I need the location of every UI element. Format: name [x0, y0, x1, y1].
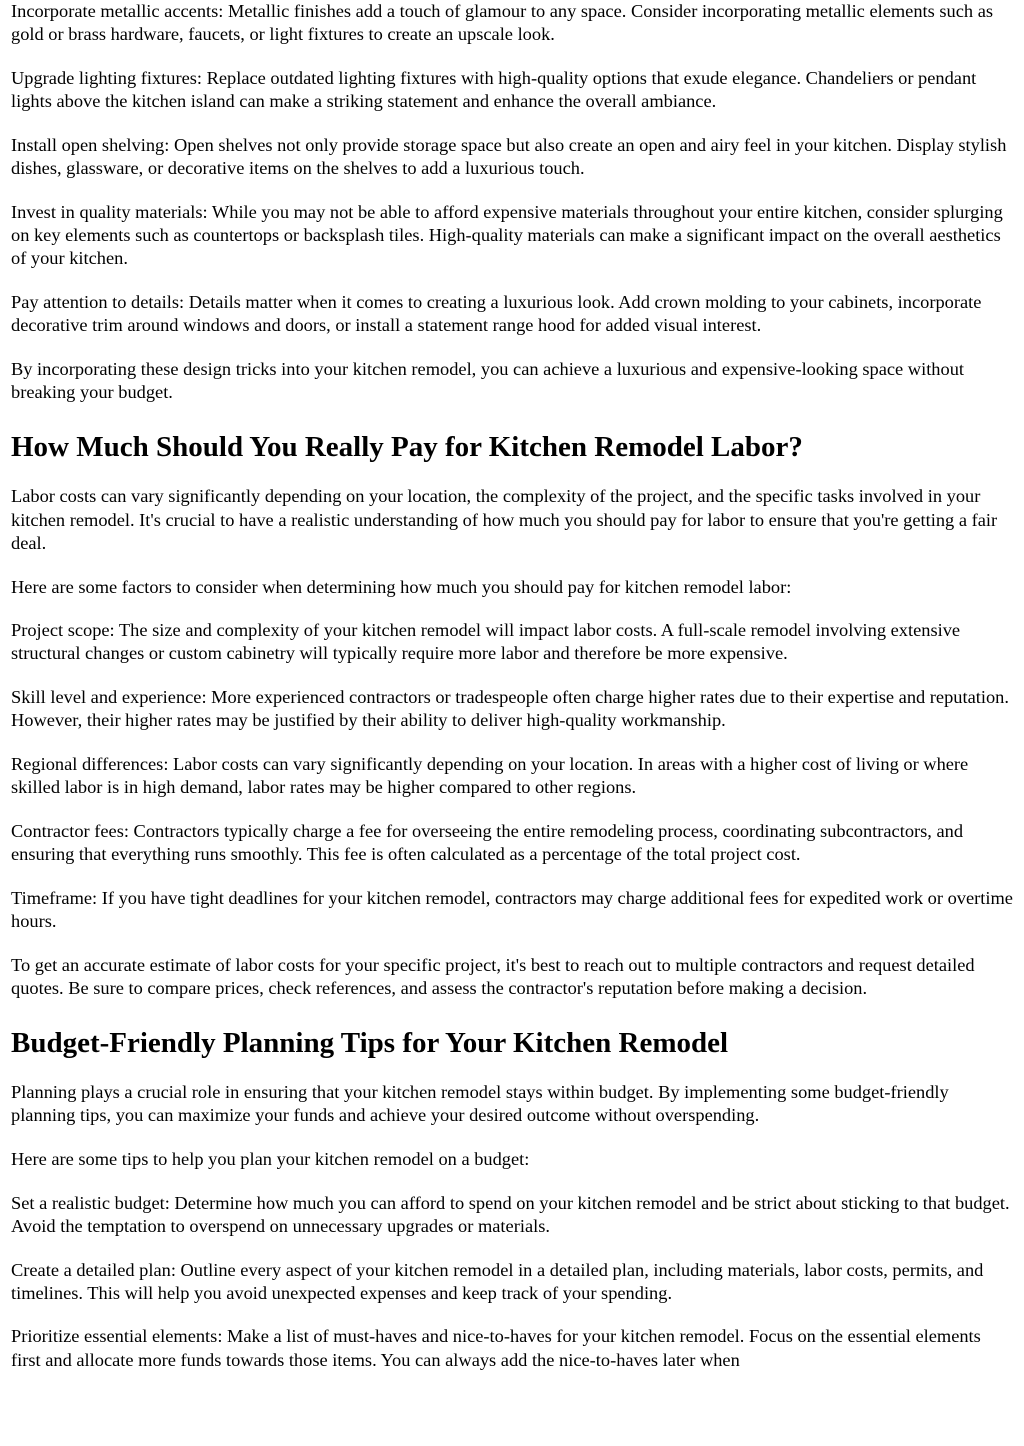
paragraph-lighting-fixtures: Upgrade lighting fixtures: Replace outdated lighting fixtures with high-quality options that exude elegance. Chandeliers or pendant lights above the kitchen island can make a striking statement and enhance the overall ambiance. [11, 67, 977, 112]
paragraph-contractor-fees: Contractor fees: Contractors typically charge a fee for overseeing the entire remodeling process, coordinating subcontractors, and ensuring that everything runs smoothly. This fee is often calculated as a percentage of the total project cost. [11, 820, 964, 865]
paragraph-detailed-plan: Create a detailed plan: Outline every aspect of your kitchen remodel in a detailed plan, including materials, labor costs, permits, and timelines. This will help you avoid unexpected expenses and keep track of your spending. [11, 1259, 984, 1303]
paragraph-prioritize-elements: Prioritize essential elements: Make a list of must-haves and nice-to-haves for your kitchen remodel. Focus on the essential elements first and allocate more funds towards those items. You can always add the nice-to-haves later when [11, 1326, 981, 1370]
paragraph-labor-intro: Labor costs can vary significantly depending on your location, the complexity of the project, and the specific tasks involved in your kitchen remodel. It's crucial to have a realistic understanding of how much you should pay for labor to ensure that you're getting a fair deal. [11, 486, 998, 553]
paragraph-open-shelving: Install open shelving: Open shelves not only provide storage space but also create an open and airy feel in your kitchen. Display stylish dishes, glassware, or decorative items on the shelves to add a luxurious touch. [11, 134, 1007, 179]
paragraph-labor-estimate: To get an accurate estimate of labor costs for your specific project, it's best to reach out to multiple contractors and request detailed quotes. Be sure to compare prices, check references, and assess the contractor's reputation before making a decision. [11, 954, 975, 998]
paragraph-labor-factors-lead: Here are some factors to consider when determining how much you should pay for kitchen remodel labor: [11, 576, 792, 597]
paragraph-quality-materials: Invest in quality materials: While you may not be able to afford expensive materials throughout your entire kitchen, consider splurging on key elements such as countertops or backsplash tiles. High-quality materials can make a significant impact on the overall aesthetics of your kitchen. [11, 201, 1003, 269]
paragraph-design-summary: By incorporating these design tricks into your kitchen remodel, you can achieve a luxurious and expensive-looking space without breaking your budget. [11, 358, 964, 403]
paragraph-skill-level: Skill level and experience: More experienced contractors or tradespeople often charge higher rates due to their expertise and reputation. However, their higher rates may be justified by their ability to deliver high-quality workmanship. [11, 687, 1009, 731]
paragraph-timeframe: Timeframe: If you have tight deadlines for your kitchen remodel, contractors may charge additional fees for expedited work or overtime hours. [11, 887, 1013, 931]
heading-budget-planning: Budget-Friendly Planning Tips for Your Kitchen Remodel [11, 1027, 729, 1060]
paragraph-budget-tips-lead: Here are some tips to help you plan your kitchen remodel on a budget: [11, 1149, 530, 1170]
paragraph-budget-intro: Planning plays a crucial role in ensuring that your kitchen remodel stays within budget. By implementing some budget-friendly planning tips, you can maximize your funds and achieve your desired outcome without overspending. [11, 1082, 949, 1126]
paragraph-realistic-budget: Set a realistic budget: Determine how much you can afford to spend on your kitchen remodel and be strict about sticking to that budget. Avoid the temptation to overspend on unnecessary upgrades or materials. [11, 1192, 1010, 1236]
paragraph-details: Pay attention to details: Details matter when it comes to creating a luxurious look. Add crown molding to your cabinets, incorporate decorative trim around windows and doors, or install a statement range hood for added visual interest. [11, 291, 982, 336]
heading-labor-cost: How Much Should You Really Pay for Kitchen Remodel Labor? [11, 431, 803, 464]
paragraph-project-scope: Project scope: The size and complexity of your kitchen remodel will impact labor costs. A full-scale remodel involving extensive structural changes or custom cabinetry will typically require more labor and therefore be more expensive. [11, 620, 961, 664]
paragraph-regional-differences: Regional differences: Labor costs can vary significantly depending on your location. In areas with a higher cost of living or where skilled labor is in high demand, labor rates may be higher compared to other regions. [11, 753, 969, 798]
paragraph-metallic-accents: Incorporate metallic accents: Metallic finishes add a touch of glamour to any space. Consider incorporating metallic elements such as gold or brass hardware, faucets, or light fixtures to create an upscale look. [11, 1, 994, 45]
